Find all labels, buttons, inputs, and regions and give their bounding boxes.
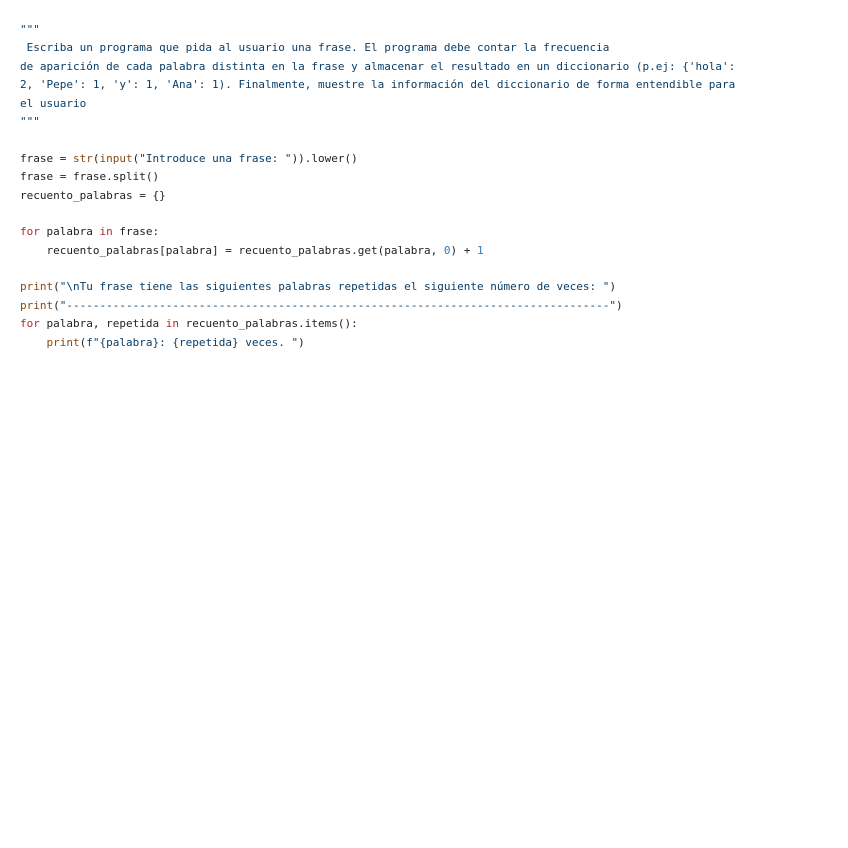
code-line bbox=[20, 113, 735, 131]
code-token-number: 1 bbox=[476, 243, 484, 257]
code-token-text: ) bbox=[616, 298, 623, 312]
code-line bbox=[20, 150, 735, 168]
code-token-text: ( bbox=[53, 298, 60, 312]
code-token-number: 0 bbox=[443, 243, 451, 257]
code-token-text: recuento_palabras.items(): bbox=[178, 317, 358, 331]
code-line bbox=[20, 278, 735, 296]
code-line bbox=[20, 95, 735, 113]
code-line bbox=[20, 315, 735, 333]
code-token-string: de aparición de cada palabra distinta en la frase y almacenar el resultado en un diccionario (p.ej: {'hola': bbox=[20, 59, 736, 73]
code-token-string: """ bbox=[20, 114, 40, 128]
code-token-builtin: str bbox=[72, 151, 93, 165]
code-token-text: frase: bbox=[112, 225, 160, 239]
code-token-text: ) bbox=[609, 280, 617, 294]
code-token-text: ) bbox=[298, 335, 305, 349]
code-token-text: ( bbox=[132, 151, 140, 165]
code-token-text: ( bbox=[79, 335, 87, 349]
code-token-keyword: for bbox=[20, 317, 40, 331]
code-token-keyword: in bbox=[165, 317, 179, 331]
code-token-string: f"{palabra}: {repetida} veces. " bbox=[86, 335, 299, 349]
code-token-text: ( bbox=[53, 280, 60, 294]
code-line bbox=[20, 39, 735, 57]
code-token-string: 2, 'Pepe': 1, 'y': 1, 'Ana': 1). Finalmente, muestre la información del diccionario de forma entendible para bbox=[20, 78, 736, 92]
code-editor[interactable] bbox=[20, 21, 735, 352]
code-token-keyword: in bbox=[99, 225, 113, 239]
code-line bbox=[20, 297, 735, 315]
code-token-string: Escriba un programa que pida al usuario una frase. El programa debe contar la frecuencia bbox=[20, 41, 610, 55]
code-token-string: "Introduce una frase: " bbox=[139, 151, 292, 165]
code-line bbox=[20, 131, 735, 149]
code-line bbox=[20, 242, 735, 260]
code-token-string: "\nTu frase tiene las siguientes palabras repetidas el siguiente número de veces: " bbox=[59, 280, 610, 294]
code-line bbox=[20, 58, 735, 76]
code-line bbox=[20, 260, 735, 278]
code-token-builtin: input bbox=[99, 151, 133, 165]
code-token-text: ( bbox=[92, 151, 100, 165]
code-token-text: palabra, repetida bbox=[39, 317, 166, 331]
code-line bbox=[20, 76, 735, 94]
code-token-builtin: print bbox=[20, 298, 54, 312]
code-line bbox=[20, 205, 735, 223]
code-token-string: "----------------------------------------------------------------------------------" bbox=[59, 298, 617, 312]
code-token-text bbox=[20, 336, 47, 349]
code-token-text: frase = bbox=[20, 151, 73, 165]
code-line bbox=[20, 187, 735, 205]
code-token-text: recuento_palabras[palabra] = recuento_palabras.get(palabra, bbox=[20, 243, 444, 257]
code-token-text: )).lower() bbox=[291, 151, 358, 165]
code-token-string: """ bbox=[20, 23, 40, 36]
code-token-text: palabra bbox=[39, 225, 100, 239]
code-line bbox=[20, 21, 735, 39]
code-token-keyword: for bbox=[20, 225, 40, 239]
code-token-text: frase = frase.split() bbox=[20, 170, 160, 184]
code-line bbox=[20, 223, 735, 241]
code-line bbox=[20, 334, 735, 352]
code-token-builtin: print bbox=[46, 335, 80, 349]
code-token-builtin: print bbox=[20, 280, 54, 294]
code-line bbox=[20, 168, 735, 186]
code-token-text: recuento_palabras = {} bbox=[20, 188, 166, 202]
code-token-string: el usuario bbox=[20, 96, 87, 110]
code-token-text: ) + bbox=[450, 243, 477, 257]
